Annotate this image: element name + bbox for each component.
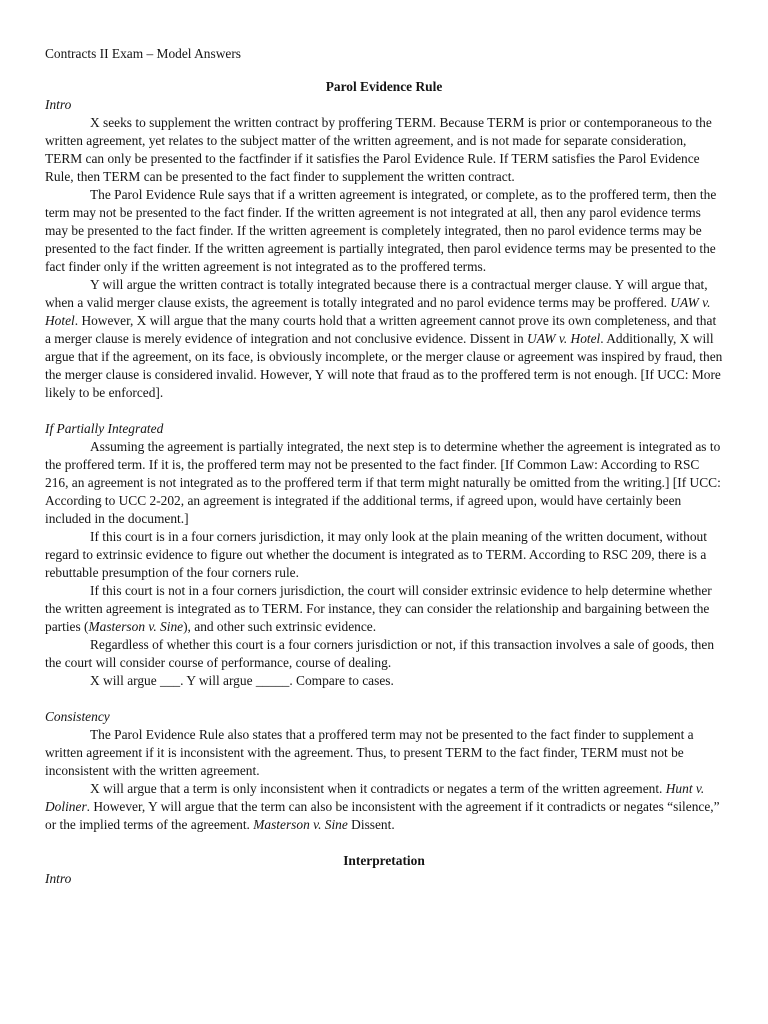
document-title: Contracts II Exam – Model Answers (45, 46, 241, 61)
subhead-intro: Intro (45, 97, 72, 112)
subhead-intro: Intro (45, 871, 72, 886)
paragraph: Assuming the agreement is partially integrated, the next step is to determine whether the agreement is integrated as to the proffered term. If it is, the proffered term may not be presented to the fact finder. [If Common Law: According to RSC 216, an agreement is not integrated as to the proffered term if that term might naturally be omitted from the writing.] [If UCC: According to UCC 2-202, an agreement is integrated if the additional terms, if agreed upon, would have certainly been included in the document.] (45, 439, 721, 526)
paragraph: X will argue that a term is only inconsistent when it contradicts or negates a term of the written agreement. Hunt v. Doliner. However, Y will argue that the term can also be inconsistent with the agreement if it contradicts or negates “silence,” or the implied terms of the agreement. Masterson v. Sine Dissent. (45, 781, 720, 832)
paragraph: The Parol Evidence Rule says that if a written agreement is integrated, or complete, as to the proffered term, then the term may not be presented to the fact finder. If the written agreement is not integrated at all, then any parol evidence terms may be presented to the fact finder. If the written agreement is completely integrated, then no parol evidence terms may be presented to the fact finder. If the written agreement is partially integrated, then parol evidence terms may be presented to the fact finder only if the written agreement is not integrated as to the proffered terms. (45, 187, 717, 274)
paragraph: X will argue ___. Y will argue _____. Compare to cases. (90, 673, 394, 688)
subhead-if-partially-integrated: If Partially Integrated (45, 421, 164, 436)
section-heading-interpretation: Interpretation (343, 853, 425, 868)
paragraph: Regardless of whether this court is a four corners jurisdiction or not, if this transaction involves a sale of goods, then the court will consider course of performance, course of dealing. (45, 637, 715, 670)
paragraph: The Parol Evidence Rule also states that a proffered term may not be presented to the fact finder to supplement a written agreement if it is inconsistent with the agreement. Thus, to present TERM to the fact finder, TERM must not be inconsistent with the written agreement. (45, 727, 694, 778)
subhead-consistency: Consistency (45, 709, 110, 724)
section-heading-parol-evidence-rule: Parol Evidence Rule (325, 79, 443, 94)
paragraph: Y will argue the written contract is totally integrated because there is a contractual merger clause. Y will argue that, when a valid merger clause exists, the agreement is totally integrated and no parol evidence terms may be proffered. UAW v. Hotel. However, X will argue that the many courts hold that a written agreement cannot prove its own completeness, and that a merger clause is merely evidence of integration and not conclusive evidence. Dissent in UAW v. Hotel. Additionally, X will argue that if the agreement, on its face, is obviously incomplete, or the merger clause or agreement was inspired by fraud, then the merger clause is considered invalid. However, Y will note that fraud as to the proffered term is not enough. [If UCC: More likely to be enforced]. (45, 277, 723, 400)
paragraph: If this court is not in a four corners jurisdiction, the court will consider extrinsic evidence to help determine whether the written agreement is integrated as to TERM. For instance, they can consider the relationship and bargaining between the parties (Masterson v. Sine), and other such extrinsic evidence. (45, 583, 712, 634)
spacer (45, 834, 723, 852)
paragraph: If this court is in a four corners jurisdiction, it may only look at the plain meaning of the written document, without regard to extrinsic evidence to figure out whether the document is integrated as to TERM. According to RSC 209, there is a rebuttable presumption of the four corners rule. (45, 529, 707, 580)
spacer (45, 402, 723, 420)
paragraph: X seeks to supplement the written contract by proffering TERM. Because TERM is prior or contemporaneous to the written agreement, yet relates to the subject matter of the written agreement, and is not made for separate consideration, TERM can only be presented to the factfinder if it satisfies the Parol Evidence Rule. If TERM satisfies the Parol Evidence Rule, then TERM can be presented to the fact finder to supplement the written contract. (45, 115, 712, 184)
spacer (45, 690, 723, 708)
